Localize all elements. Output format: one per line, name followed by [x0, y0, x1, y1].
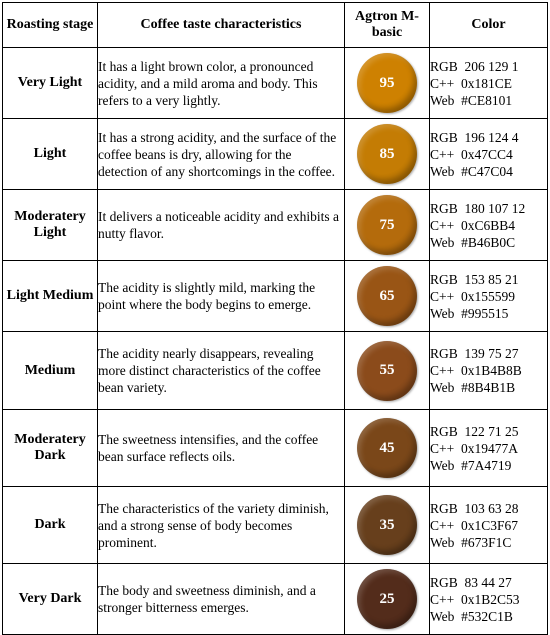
taste-description-cell: It delivers a noticeable acidity and exhibits a nutty flavor.: [98, 190, 345, 261]
agtron-cell: [345, 190, 430, 261]
roasting-stage-cell: Light: [3, 119, 98, 190]
agtron-cell: [345, 487, 430, 564]
roasting-stage-cell: Dark: [3, 487, 98, 564]
rgb-value: RGB 206 129 1: [430, 58, 519, 74]
agtron-value: 75: [379, 216, 395, 233]
rgb-value: RGB 103 63 28: [430, 500, 519, 516]
color-codes-cell: [430, 119, 548, 190]
table-row: [3, 487, 548, 564]
rgb-value: RGB 196 124 4: [430, 129, 519, 145]
rgb-value: RGB 122 71 25: [430, 423, 519, 439]
color-swatch-circle: [357, 53, 417, 113]
cpp-value: C++ 0x47CC4: [430, 146, 513, 162]
roasting-stage-cell: Medium: [3, 332, 98, 410]
cpp-value: C++ 0x1B2C53: [430, 591, 520, 607]
rgb-value: RGB 153 85 21: [430, 271, 519, 287]
roasting-stage-table: [2, 2, 548, 635]
table-row: [3, 261, 548, 332]
agtron-value: 85: [379, 145, 395, 162]
cpp-value: C++ 0x19477A: [430, 440, 518, 456]
cpp-value: C++ 0x1B4B8B: [430, 363, 522, 378]
color-swatch-circle: [357, 266, 417, 326]
agtron-cell: [345, 564, 430, 635]
color-codes-cell: [430, 261, 548, 332]
color-codes-cell: [430, 48, 548, 119]
color-codes-cell: [430, 332, 548, 410]
agtron-value: 55: [379, 362, 395, 378]
web-value: Web #532C1B: [430, 608, 513, 624]
roasting-stage-cell: Moderatery Dark: [3, 410, 98, 487]
cpp-value: C++ 0x155599: [430, 288, 515, 304]
color-codes-cell: [430, 487, 548, 564]
table-row: [3, 332, 548, 410]
color-swatch-circle: [357, 495, 417, 555]
color-swatch-circle: [357, 569, 417, 629]
roasting-stage-cell: Very Dark: [3, 564, 98, 635]
agtron-value: 95: [379, 74, 395, 91]
table-row: [3, 190, 548, 261]
header-taste-characteristics: Coffee taste characteristics: [98, 3, 345, 48]
color-codes-cell: [430, 410, 548, 487]
table-row: [3, 410, 548, 487]
color-swatch-circle: [357, 341, 417, 401]
taste-description-cell: The body and sweetness diminish, and a stronger bitterness emerges.: [98, 564, 345, 635]
agtron-value: 65: [379, 287, 395, 304]
rgb-value: RGB 180 107 12: [430, 200, 526, 216]
agtron-value: 45: [379, 439, 395, 456]
table-header-row: [3, 3, 548, 48]
color-swatch-circle: [357, 418, 417, 478]
color-codes-cell: [430, 190, 548, 261]
cpp-value: C++ 0xC6BB4: [430, 217, 515, 233]
header-roasting-stage: Roasting stage: [3, 3, 98, 48]
rgb-value: RGB 83 44 27: [430, 574, 512, 590]
table-row: [3, 48, 548, 119]
roasting-stage-cell: Light Medium: [3, 261, 98, 332]
taste-description-cell: The sweetness intensifies, and the coffee bean surface reflects oils.: [98, 410, 345, 487]
agtron-cell: [345, 332, 430, 410]
web-value: Web #673F1C: [430, 534, 512, 550]
agtron-value: 35: [379, 516, 395, 533]
roasting-stage-cell: Moderatery Light: [3, 190, 98, 261]
header-agtron: Agtron M-basic: [345, 3, 430, 48]
table-row: [3, 564, 548, 635]
web-value: Web #B46B0C: [430, 234, 516, 250]
color-codes-cell: [430, 564, 548, 635]
taste-description-cell: The characteristics of the variety diminish, and a strong sense of body becomes prominent.: [98, 487, 345, 564]
agtron-value: 25: [379, 590, 395, 607]
taste-description-cell: The acidity is slightly mild, marking the point where the body begins to emerge.: [98, 261, 345, 332]
agtron-cell: [345, 119, 430, 190]
roasting-stage-cell: Very Light: [3, 48, 98, 119]
agtron-cell: [345, 48, 430, 119]
header-color: Color: [430, 3, 548, 48]
web-value: Web #995515: [430, 305, 509, 321]
taste-description-cell: The acidity nearly disappears, revealing more distinct characteristics of the coffee bean variety.: [98, 332, 345, 410]
color-swatch-circle: [357, 124, 417, 184]
rgb-value: RGB 139 75 27: [430, 346, 519, 361]
taste-description-cell: It has a strong acidity, and the surface of the coffee beans is dry, allowing for the detection of any shortcomings in the coffee.: [98, 119, 345, 190]
agtron-cell: [345, 410, 430, 487]
taste-description-cell: It has a light brown color, a pronounced acidity, and a mild aroma and body. This refers to a very lightly.: [98, 48, 345, 119]
table-row: [3, 119, 548, 190]
cpp-value: C++ 0x181CE: [430, 75, 512, 91]
agtron-cell: [345, 261, 430, 332]
web-value: Web #7A4719: [430, 457, 512, 473]
web-value: Web #8B4B1B: [430, 380, 516, 395]
web-value: Web #CE8101: [430, 92, 513, 108]
color-swatch-circle: [357, 195, 417, 255]
web-value: Web #C47C04: [430, 163, 513, 179]
cpp-value: C++ 0x1C3F67: [430, 517, 518, 533]
